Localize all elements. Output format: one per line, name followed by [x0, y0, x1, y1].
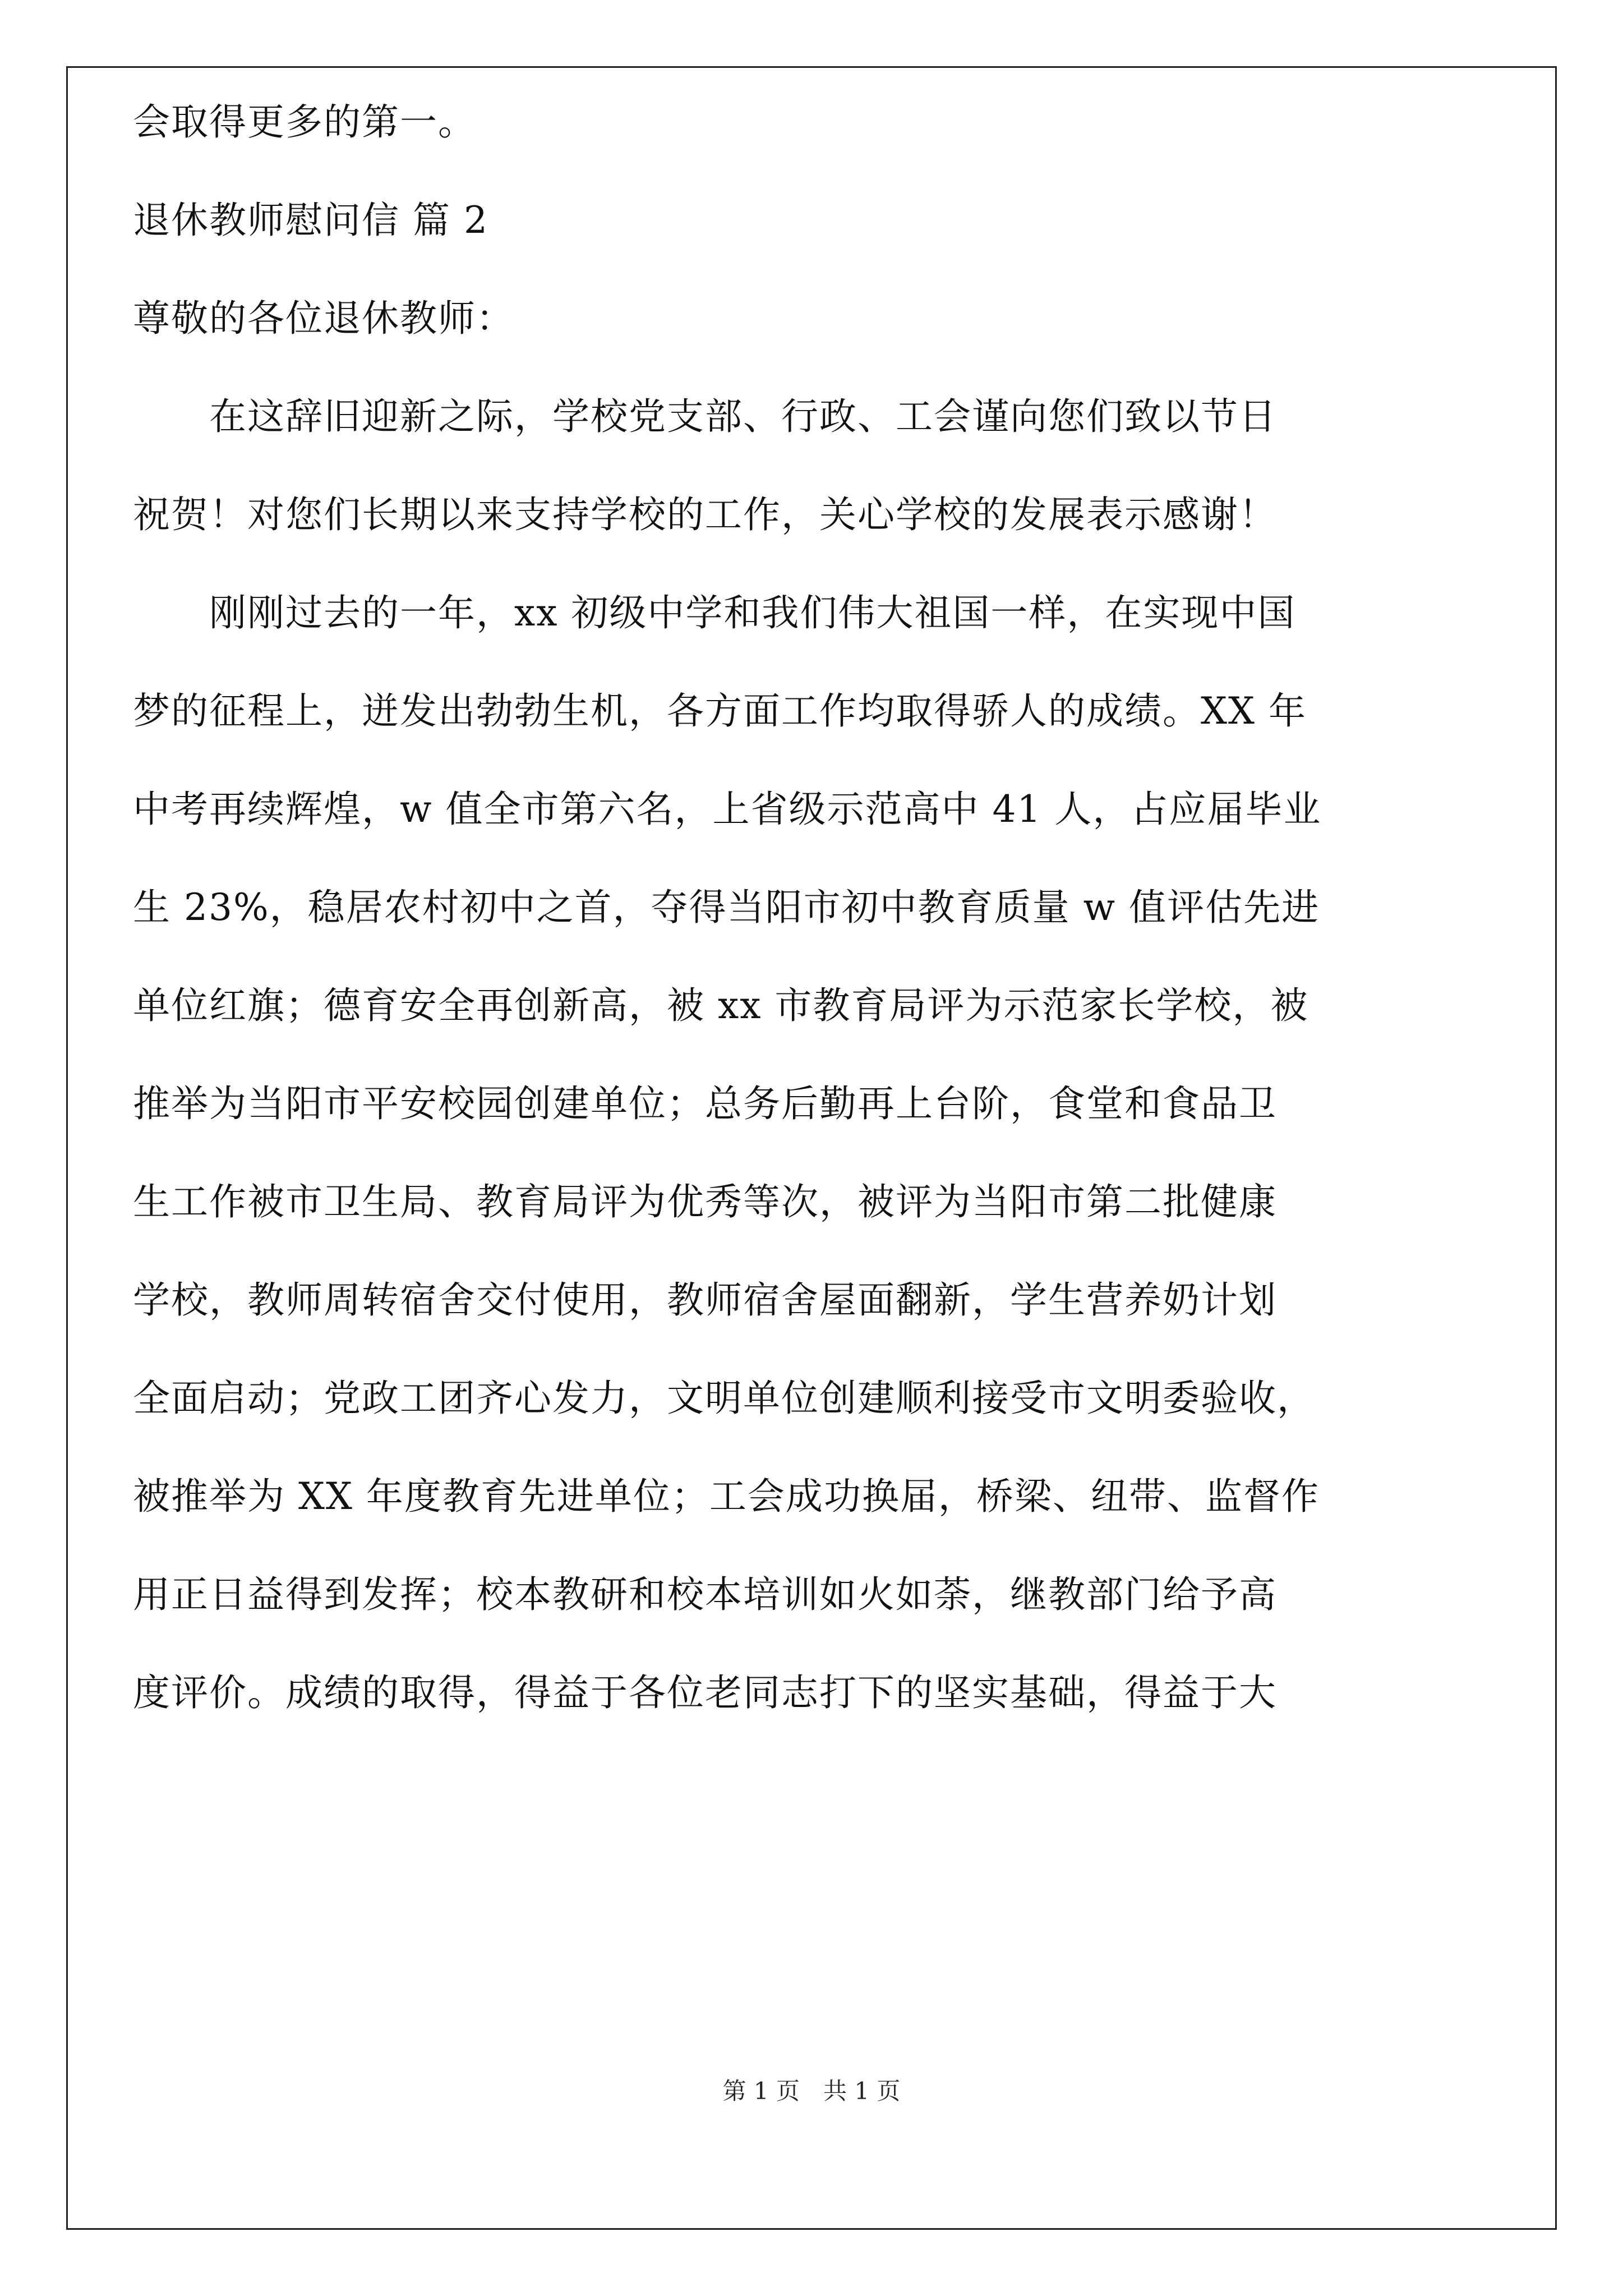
document-body [133, 73, 1490, 1742]
text-line: 在这辞旧迎新之际，学校党支部、行政、工会谨向您们致以节日 [133, 395, 1277, 438]
text-line: 刚刚过去的一年，xx 初级中学和我们伟大祖国一样，在实现中国 [133, 591, 1296, 634]
text-line: 会取得更多的第一。 [133, 100, 476, 144]
text-line: 梦的征程上，迸发出勃勃生机，各方面工作均取得骄人的成绩。XX 年 [133, 689, 1307, 733]
text-line: 祝贺！对您们长期以来支持学校的工作，关心学校的发展表示感谢！ [133, 493, 1277, 536]
text-line: 生 23%，稳居农村初中之首，夺得当阳市初中教育质量 w 值评估先进 [133, 886, 1320, 929]
text-line: 被推举为 XX 年度教育先进单位；工会成功换届，桥梁、纽带、监督作 [133, 1475, 1320, 1518]
text-line: 用正日益得到发挥；校本教研和校本培训如火如荼，继教部门给予高 [133, 1573, 1277, 1616]
page-number-footer: 第 1 页 共 1 页 [722, 2077, 901, 2105]
text-line: 单位红旗；德育安全再创新高，被 xx 市教育局评为示范家长学校，被 [133, 984, 1309, 1027]
text-line: 学校，教师周转宿舍交付使用，教师宿舍屋面翻新，学生营养奶计划 [133, 1278, 1277, 1322]
text-line: 中考再续辉煌，w 值全市第六名，上省级示范高中 41 人，占应届毕业 [133, 788, 1322, 831]
text-line: 全面启动；党政工团齐心发力，文明单位创建顺利接受市文明委验收， [133, 1377, 1315, 1420]
text-line: 推举为当阳市平安校园创建单位；总务后勤再上台阶，食堂和食品卫 [133, 1082, 1277, 1125]
section-heading: 退休教师慰问信 篇 2 [133, 199, 488, 242]
text-line: 生工作被市卫生局、教育局评为优秀等次，被评为当阳市第二批健康 [133, 1180, 1277, 1223]
salutation: 尊敬的各位退休教师： [133, 297, 514, 340]
text-line: 度评价。成绩的取得，得益于各位老同志打下的坚实基础，得益于大 [133, 1671, 1277, 1714]
